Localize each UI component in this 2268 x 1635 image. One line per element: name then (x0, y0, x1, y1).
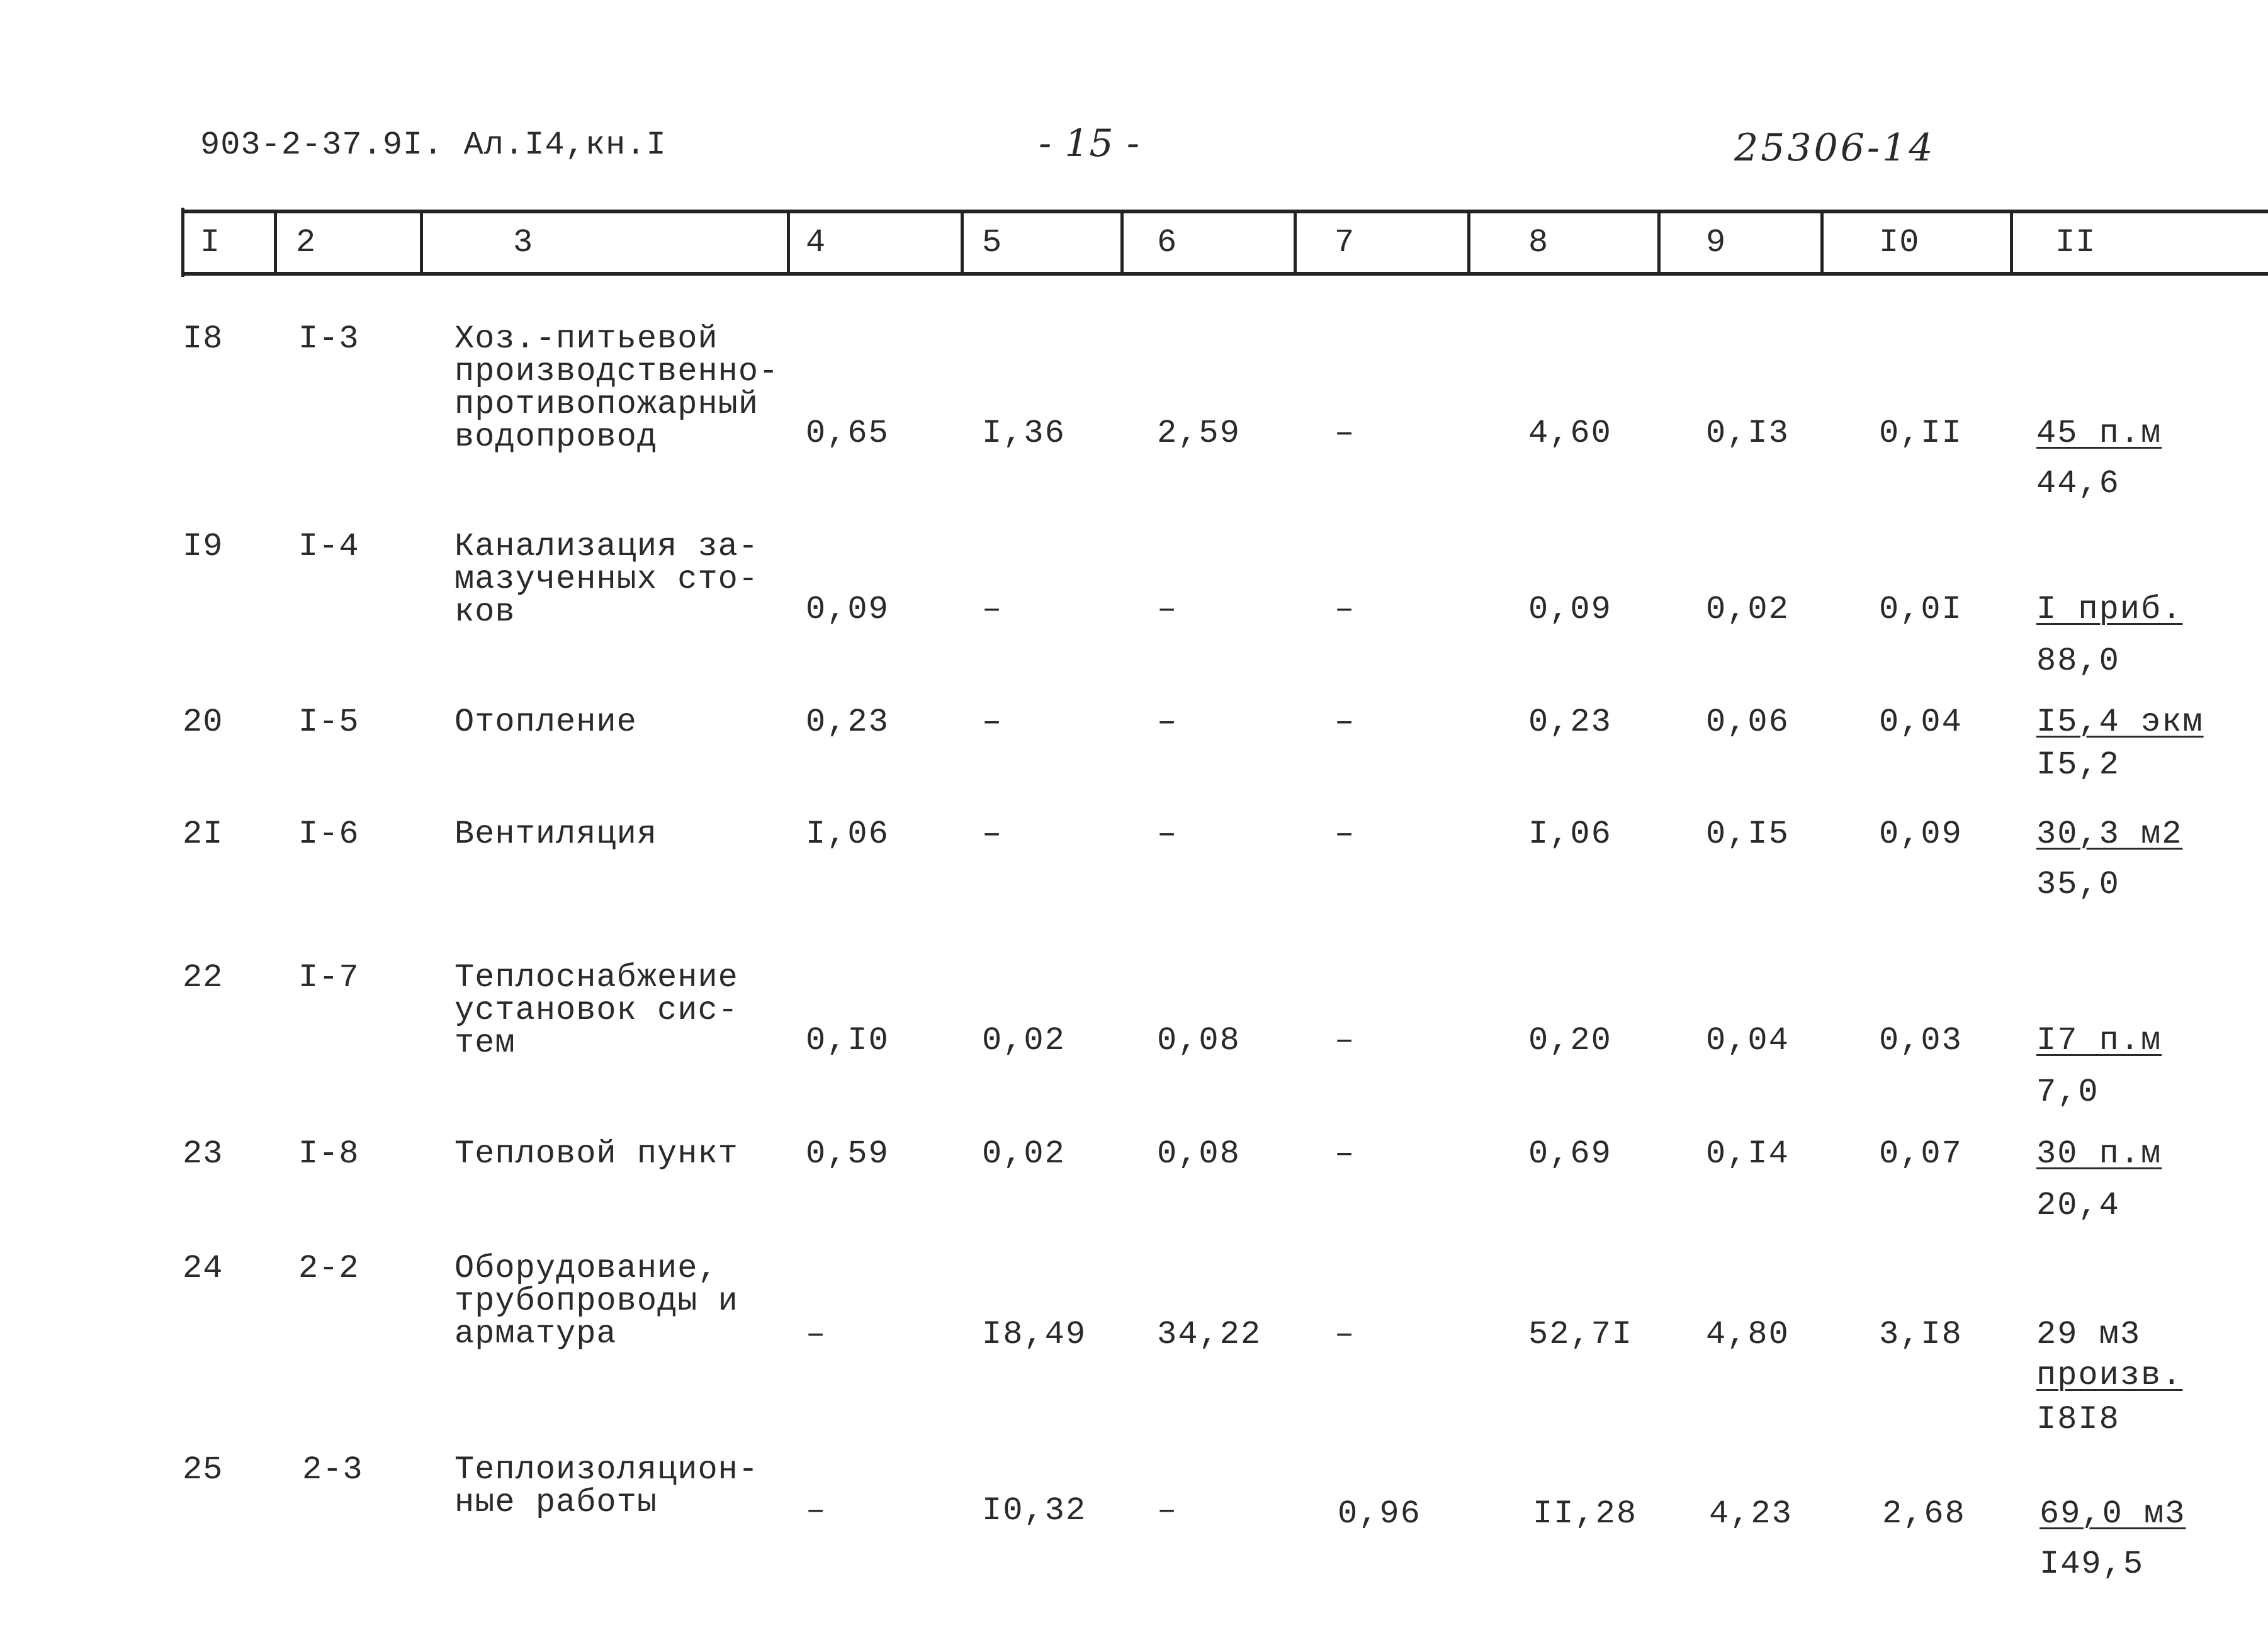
cell-col7: 0,96 (1338, 1495, 1421, 1532)
cell-col11-unit: 30,3 м2 (2036, 816, 2183, 853)
cell-col7: – (1334, 591, 1356, 628)
cell-col5: 0,02 (982, 1135, 1066, 1172)
row-number: 25 (183, 1451, 223, 1488)
cell-col9: 0,I4 (1706, 1135, 1790, 1172)
page-number: - 15 - (1039, 121, 1141, 166)
row-description: Теплоизоляцион- ные работы (454, 1451, 759, 1521)
row-code: 2-3 (302, 1451, 363, 1488)
cell-col11-unit: I приб. (2036, 591, 2183, 628)
cell-col11-value: 35,0 (2036, 866, 2120, 903)
cell-col5: 0,02 (982, 1022, 1066, 1059)
cell-col11-unit: I7 п.м (2036, 1022, 2162, 1059)
row-description: Тепловой пункт (454, 1135, 738, 1172)
cell-col11-unit: 69,0 м3 (2040, 1495, 2186, 1532)
cell-col9: 0,02 (1706, 591, 1790, 628)
row-description: Отопление (454, 704, 637, 741)
cell-col9: 0,04 (1706, 1022, 1790, 1059)
cell-col6: 2,59 (1157, 415, 1241, 452)
row-number: 23 (183, 1135, 223, 1172)
cell-col8: 0,23 (1528, 704, 1612, 741)
column-header-9: 9 (1706, 224, 1727, 261)
cell-col11-unit: 45 п.м (2036, 415, 2162, 452)
table-top-rule (181, 210, 2268, 213)
row-number: I8 (183, 320, 223, 357)
cell-col11-value: I8I8 (2036, 1401, 2120, 1438)
cell-col4: 0,I0 (806, 1022, 889, 1059)
column-header-3: 3 (513, 224, 534, 261)
cell-col11-note: произв. (2036, 1357, 2183, 1394)
cell-col5: I0,32 (982, 1492, 1087, 1529)
cell-col6: – (1157, 1492, 1178, 1529)
cell-col4: 0,59 (806, 1135, 889, 1172)
table-header-rule (181, 272, 2268, 276)
cell-col4: 0,65 (806, 415, 889, 452)
cell-col11-value: 44,6 (2036, 465, 2120, 502)
cell-col5: – (982, 816, 1003, 853)
cell-col4: – (806, 1316, 827, 1353)
cell-col7: – (1334, 1022, 1356, 1059)
cell-col8: 52,7I (1528, 1316, 1633, 1353)
cell-col8: 0,69 (1528, 1135, 1612, 1172)
cell-col6: – (1157, 704, 1178, 741)
row-code: I-6 (298, 816, 359, 853)
row-code: I-4 (298, 528, 359, 565)
cell-col10: 0,II (1879, 415, 1963, 452)
row-number: 2I (183, 816, 223, 853)
row-description: Теплоснабжение установок сис- тем (454, 959, 738, 1062)
cell-col9: 0,I5 (1706, 816, 1790, 853)
column-header-7: 7 (1334, 224, 1355, 261)
row-description: Канализация за- мазученных сто- ков (454, 528, 759, 631)
cell-col7: – (1334, 704, 1356, 741)
column-header-10: I0 (1879, 224, 1920, 261)
cell-col10: 0,04 (1879, 704, 1963, 741)
cell-col11-value: I5,2 (2036, 746, 2120, 784)
cell-col11-value: 20,4 (2036, 1187, 2120, 1224)
column-header-6: 6 (1157, 224, 1178, 261)
cell-col11-value: 7,0 (2036, 1074, 2099, 1111)
cell-col11-unit: 29 м3 (2036, 1316, 2141, 1353)
cell-col6: 34,22 (1157, 1316, 1262, 1353)
cell-col4: – (806, 1492, 827, 1529)
cell-col11-value: I49,5 (2040, 1546, 2145, 1583)
row-code: I-8 (298, 1135, 359, 1172)
cell-col7: – (1334, 1135, 1356, 1172)
cell-col11-value: 88,0 (2036, 643, 2120, 680)
cell-col4: I,06 (806, 816, 889, 853)
cell-col5: I8,49 (982, 1316, 1087, 1353)
row-number: 20 (183, 704, 223, 741)
cell-col10: 0,09 (1879, 816, 1963, 853)
cell-col7: – (1334, 415, 1356, 452)
cell-col8: I,06 (1528, 816, 1612, 853)
cell-col9: 0,I3 (1706, 415, 1790, 452)
cell-col8: 4,60 (1528, 415, 1612, 452)
row-code: I-3 (298, 320, 359, 357)
row-description: Хоз.-питьевой производственно- противопожарный водопровод (454, 320, 779, 456)
row-code: I-7 (298, 959, 359, 996)
cell-col6: – (1157, 591, 1178, 628)
column-header-4: 4 (806, 224, 827, 261)
cell-col8: 0,09 (1528, 591, 1612, 628)
cell-col10: 0,07 (1879, 1135, 1963, 1172)
column-header-11: II (2055, 224, 2096, 261)
row-code: 2-2 (298, 1250, 359, 1287)
cell-col8: 0,20 (1528, 1022, 1612, 1059)
cell-col5: – (982, 591, 1003, 628)
cell-col9: 0,06 (1706, 704, 1790, 741)
archive-number: 25306-14 (1734, 126, 1936, 170)
cell-col5: I,36 (982, 415, 1066, 452)
cell-col10: 2,68 (1882, 1495, 1966, 1532)
cell-col10: 3,I8 (1879, 1316, 1963, 1353)
cell-col6: 0,08 (1157, 1022, 1241, 1059)
cell-col11-unit: 30 п.м (2036, 1135, 2162, 1172)
cell-col7: – (1334, 816, 1356, 853)
cell-col4: 0,23 (806, 704, 889, 741)
column-header-8: 8 (1528, 224, 1549, 261)
cell-col4: 0,09 (806, 591, 889, 628)
row-number: 22 (183, 959, 223, 996)
cell-col9: 4,23 (1709, 1495, 1793, 1532)
row-number: 24 (183, 1250, 223, 1287)
cell-col6: – (1157, 816, 1178, 853)
cell-col8: II,28 (1533, 1495, 1638, 1532)
column-header-5: 5 (982, 224, 1003, 261)
cell-col11-unit: I5,4 экм (2036, 704, 2204, 741)
cell-col9: 4,80 (1706, 1316, 1790, 1353)
cell-col10: 0,03 (1879, 1022, 1963, 1059)
row-description: Вентиляция (454, 816, 658, 853)
cell-col6: 0,08 (1157, 1135, 1241, 1172)
document-code: 903-2-37.9I. Ал.I4,кн.I (200, 126, 667, 164)
cell-col7: – (1334, 1316, 1356, 1353)
cell-col10: 0,0I (1879, 591, 1963, 628)
row-description: Оборудование, трубопроводы и арматура (454, 1250, 738, 1352)
column-header-2: 2 (296, 224, 317, 261)
column-header-1: I (200, 224, 221, 261)
row-code: I-5 (298, 704, 359, 741)
row-number: I9 (183, 528, 223, 565)
cell-col5: – (982, 704, 1003, 741)
